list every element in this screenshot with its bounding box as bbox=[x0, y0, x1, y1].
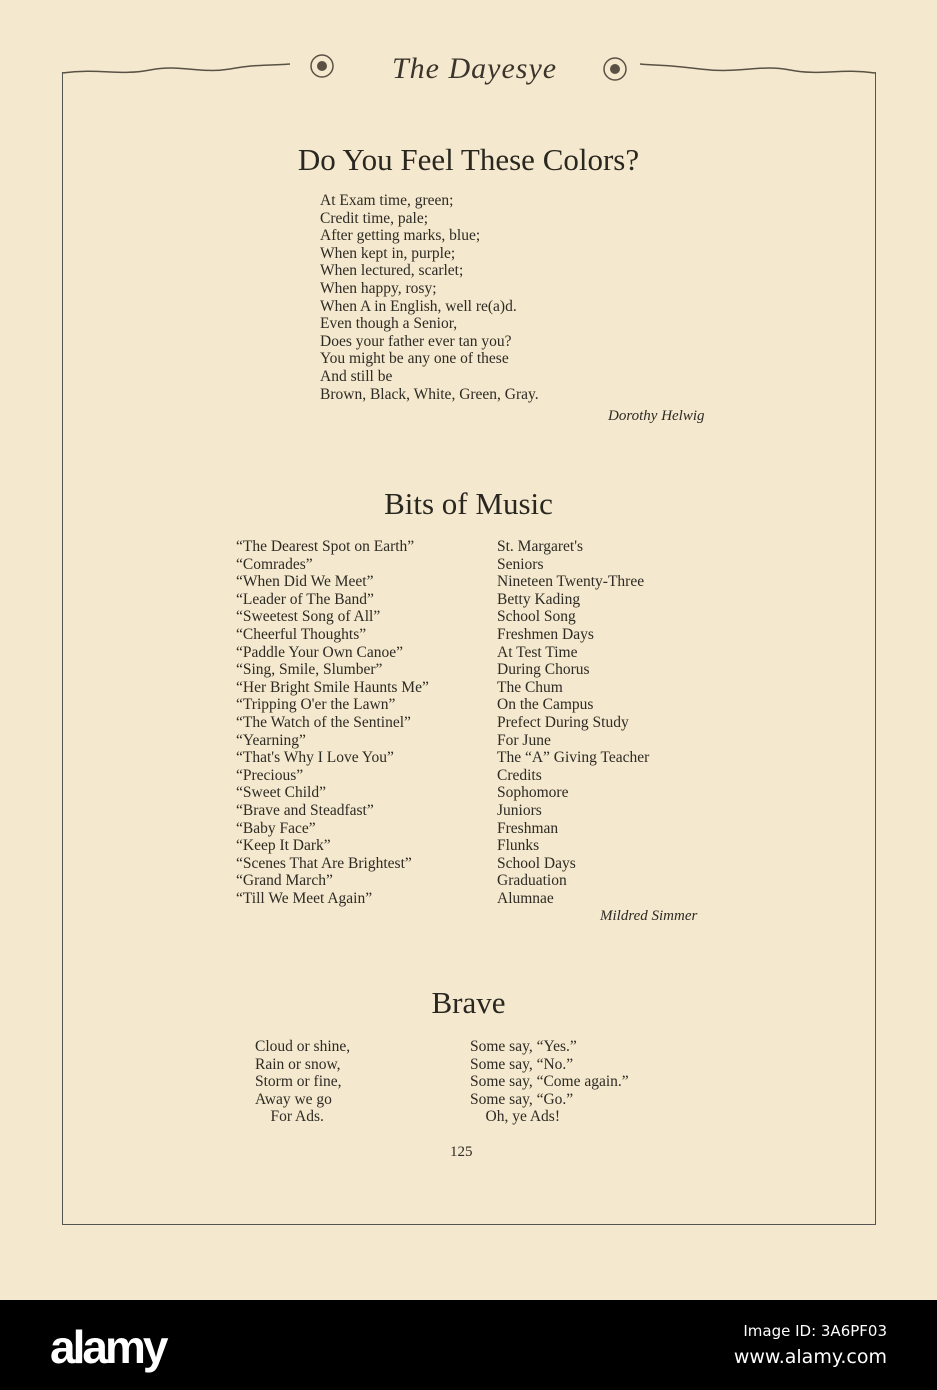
song-title: “Till We Meet Again” bbox=[236, 889, 373, 907]
song-subject: The Chum bbox=[497, 678, 563, 696]
subject-list bbox=[497, 538, 649, 907]
song-subject: Graduation bbox=[497, 872, 567, 890]
song-subject: Juniors bbox=[497, 801, 542, 819]
music-title: Bits of Music bbox=[384, 486, 553, 521]
watermark-url: www.alamy.com bbox=[733, 1346, 887, 1368]
poem-line: Even though a Senior, bbox=[320, 315, 458, 333]
brave-left-column bbox=[255, 1038, 350, 1126]
song-title: “Grand March” bbox=[236, 872, 333, 890]
song-title: “Leader of The Band” bbox=[236, 590, 374, 608]
poem-title: Do You Feel These Colors? bbox=[297, 142, 640, 177]
song-subject: Freshman bbox=[497, 819, 559, 837]
song-title: “Sweetest Song of All” bbox=[236, 608, 381, 626]
song-subject: St. Margaret's bbox=[497, 538, 584, 555]
song-title: “Her Bright Smile Haunts Me” bbox=[236, 678, 429, 696]
song-subject: Sophomore bbox=[497, 784, 569, 802]
song-subject: Seniors bbox=[497, 555, 544, 573]
poem-line: When happy, rosy; bbox=[320, 279, 437, 297]
poem-line: Storm or fine, bbox=[255, 1073, 342, 1091]
poem-line: For Ads. bbox=[255, 1108, 324, 1126]
song-subject: During Chorus bbox=[497, 661, 590, 679]
song-title: “When Did We Meet” bbox=[236, 573, 374, 591]
music-author: Mildred Simmer bbox=[600, 908, 698, 924]
poem-line: Does your father ever tan you? bbox=[320, 332, 512, 350]
brave-title: Brave bbox=[431, 985, 506, 1020]
alamy-logo: alamy bbox=[50, 1321, 166, 1373]
poem-line: Rain or snow, bbox=[255, 1055, 341, 1073]
song-subject: Credits bbox=[497, 766, 542, 784]
header-title: The Dayesye bbox=[392, 52, 558, 85]
song-title: “Yearning” bbox=[236, 731, 306, 749]
page-number: 125 bbox=[450, 1144, 473, 1160]
song-title: “Baby Face” bbox=[236, 819, 316, 837]
poem-line: Credit time, pale; bbox=[320, 209, 429, 227]
song-title: “That's Why I Love You” bbox=[236, 749, 394, 767]
song-list bbox=[236, 538, 429, 907]
song-title: “The Watch of the Sentinel” bbox=[236, 713, 411, 731]
song-title: “Sweet Child” bbox=[236, 784, 326, 802]
poem-line: Some say, “Go.” bbox=[470, 1090, 574, 1108]
song-subject: Flunks bbox=[497, 837, 540, 855]
image-id: Image ID: 3A6PF03 bbox=[743, 1322, 887, 1340]
song-subject: On the Campus bbox=[497, 696, 594, 714]
poem-line: When A in English, well re(a)d. bbox=[320, 297, 517, 315]
poem-line: You might be any one of these bbox=[320, 350, 509, 368]
song-subject: The “A” Giving Teacher bbox=[497, 749, 650, 767]
song-subject: Freshmen Days bbox=[497, 625, 594, 643]
song-subject: For June bbox=[497, 731, 551, 749]
poem-line: Cloud or shine, bbox=[255, 1038, 351, 1055]
poem-line: And still be bbox=[320, 367, 393, 385]
poem-line: Some say, “Yes.” bbox=[470, 1038, 577, 1055]
poem-line: Some say, “Come again.” bbox=[470, 1073, 629, 1091]
song-title: “Sing, Smile, Slumber” bbox=[236, 661, 383, 679]
poem-line: After getting marks, blue; bbox=[320, 227, 481, 245]
poem-line: Brown, Black, White, Green, Gray. bbox=[320, 385, 539, 403]
brave-right-column bbox=[470, 1038, 629, 1126]
poem-line: Some say, “No.” bbox=[470, 1055, 574, 1073]
song-subject: Prefect During Study bbox=[497, 713, 629, 731]
song-title: “Tripping O'er the Lawn” bbox=[236, 696, 396, 714]
poem-lines bbox=[320, 192, 539, 403]
poem-line: At Exam time, green; bbox=[320, 192, 454, 209]
song-subject: School Days bbox=[497, 854, 576, 872]
song-subject: Betty Kading bbox=[497, 590, 581, 608]
poem-line: When kept in, purple; bbox=[320, 244, 456, 262]
poem-line: Oh, ye Ads! bbox=[470, 1108, 560, 1126]
song-title: “Brave and Steadfast” bbox=[236, 801, 374, 819]
poem-line: When lectured, scarlet; bbox=[320, 262, 464, 280]
song-title: “Scenes That Are Brightest” bbox=[236, 854, 412, 872]
song-title: “Cheerful Thoughts” bbox=[236, 625, 367, 643]
song-subject: Alumnae bbox=[497, 889, 554, 907]
song-title: “Paddle Your Own Canoe” bbox=[236, 643, 404, 661]
song-title: “Precious” bbox=[236, 766, 304, 784]
watermark-bar bbox=[0, 1300, 937, 1390]
song-subject: School Song bbox=[497, 608, 576, 626]
poem-author: Dorothy Helwig bbox=[608, 408, 705, 424]
poem-line: Away we go bbox=[255, 1090, 332, 1108]
song-subject: At Test Time bbox=[497, 643, 578, 661]
song-subject: Nineteen Twenty-Three bbox=[497, 573, 645, 591]
song-title: “Keep It Dark” bbox=[236, 837, 331, 855]
song-title: “Comrades” bbox=[236, 555, 313, 573]
song-title: “The Dearest Spot on Earth” bbox=[236, 538, 415, 555]
